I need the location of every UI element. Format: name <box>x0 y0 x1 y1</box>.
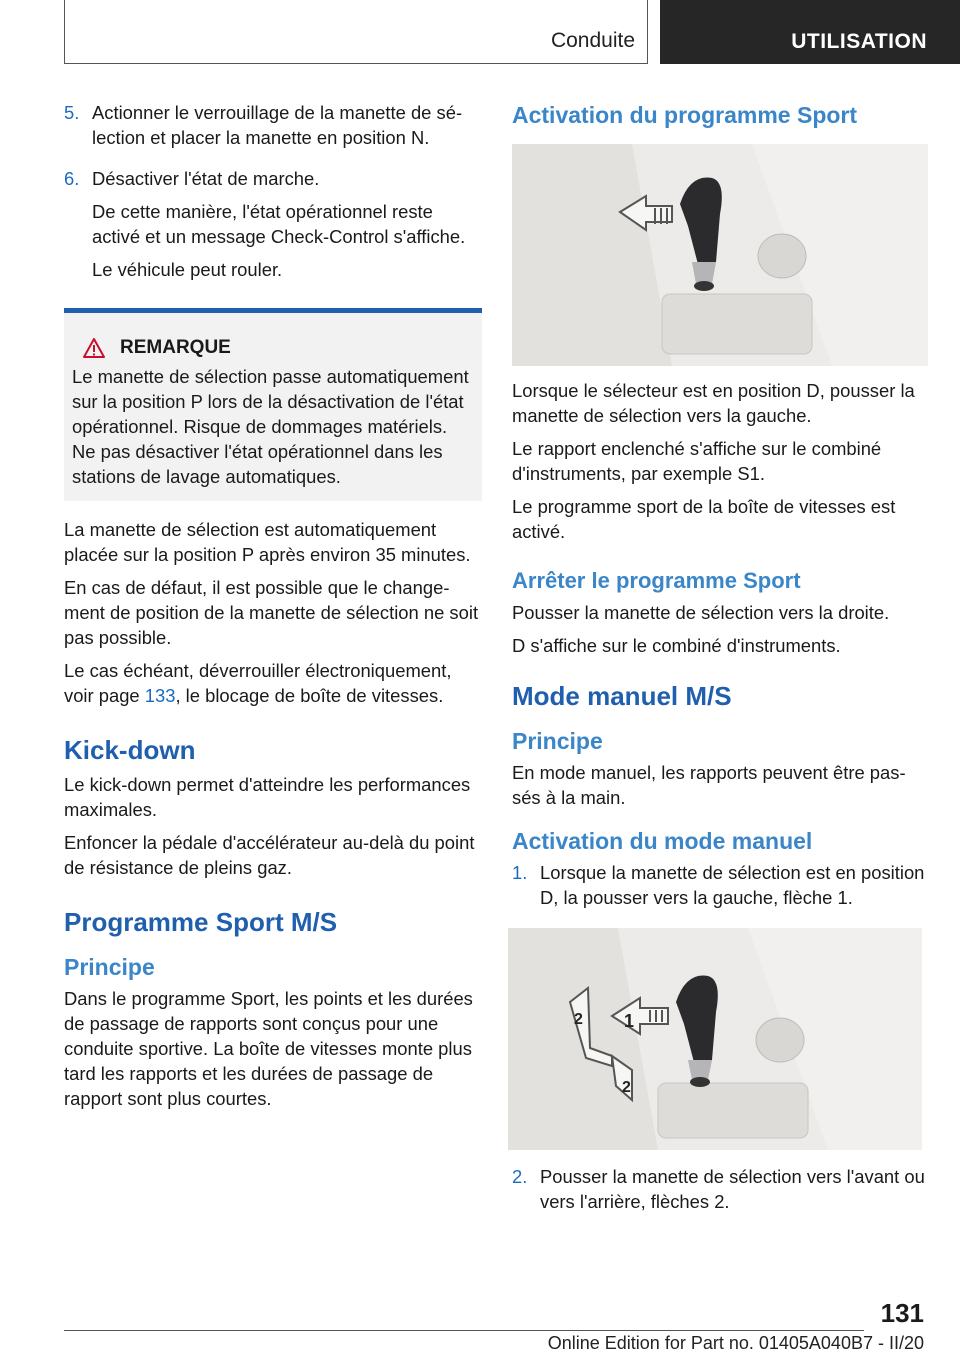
notice-text: Le manette de sélection passe automatiquement sur la position P lors de la désactivation de l'état opérationnel. Risque de dommages matériels. Ne pas désactiver l'état opérationnel dans les stations de lavage automatiques. <box>72 366 469 487</box>
heading-sport-ms: Programme Sport M/S <box>64 907 338 937</box>
heading-kickdown: Kick-down <box>64 735 196 765</box>
paragraph: La manette de sélection est automatiquement placée sur la position P après environ 35 minutes. <box>64 519 471 565</box>
figure-label-1: 1 <box>624 1011 635 1031</box>
step-text: Désactiver l'état de marche. <box>92 168 320 189</box>
step-number: 1. <box>512 862 528 883</box>
step-number: 5. <box>64 102 80 123</box>
subheading-principle: Principe <box>512 728 603 754</box>
figure-label-2-bottom: 2 <box>622 1079 631 1096</box>
header-section-title: Conduite <box>550 29 635 52</box>
heading-stop-sport: Arrêter le programme Sport <box>512 568 801 593</box>
right-column <box>512 100 928 1230</box>
step-number: 2. <box>512 1166 528 1187</box>
figure-selector-lever-manual <box>508 928 922 1150</box>
header-chapter-box <box>660 0 960 64</box>
paragraph: Le rapport enclenché s'affiche sur le combiné d'instruments, par exemple S1. <box>512 438 882 484</box>
paragraph: En cas de défaut, il est possible que le changement de position de la manette de sélection ne soit pas possible. <box>64 577 479 648</box>
heading-activation-manual: Activation du mode manuel <box>512 828 813 854</box>
heading-manual-mode: Mode manuel M/S <box>512 681 732 711</box>
step-5 <box>64 100 482 158</box>
footer-divider <box>64 1330 864 1331</box>
paragraph-with-link: Le cas échéant, déverrouiller électroniquement, voir page 133, le blocage de boîte de vitesses. <box>64 660 452 706</box>
step-text: Le véhicule peut rouler. <box>92 259 283 280</box>
step-text: Pousser la manette de sélection vers l'avant ou vers l'arrière, flèches 2. <box>540 1166 925 1212</box>
figure-selector-lever-left <box>512 144 928 366</box>
step-number: 6. <box>64 168 80 189</box>
paragraph: Le kick-down permet d'atteindre les performances maximales. <box>64 774 471 820</box>
paragraph: Pousser la manette de sélection vers la droite. <box>512 602 890 623</box>
page-number: 131 <box>880 1298 924 1328</box>
notice-title: REMARQUE <box>120 337 231 358</box>
paragraph: Enfoncer la pédale d'accélérateur au-delà du point de résistance de pleins gaz. <box>64 832 475 878</box>
figure-label-2-top: 2 <box>574 1011 583 1028</box>
step-text: Actionner le verrouillage de la manette de sélection et placer la manette en position N. <box>92 102 463 148</box>
manual-step-1 <box>512 860 928 918</box>
heading-activation-sport: Activation du programme Sport <box>512 102 858 128</box>
paragraph: En mode manuel, les rapports peuvent être passés à la main. <box>512 762 906 808</box>
paragraph: Le programme sport de la boîte de vitesses est activé. <box>512 496 896 542</box>
step-text: Lorsque la manette de sélection est en position D, la pousser vers la gauche, flèche 1. <box>540 862 925 908</box>
warning-icon <box>82 337 106 359</box>
subheading-principle: Principe <box>64 954 155 980</box>
left-column <box>64 100 482 1119</box>
header-section-box <box>64 0 648 64</box>
footer-edition: Online Edition for Part no. 01405A040B7 - II/20 <box>547 1333 924 1353</box>
notice-box <box>64 308 482 501</box>
paragraph: Dans le programme Sport, les points et les durées de passage de rapports sont conçus pour une conduite sportive. La boîte de vitesses monte plus tard les rapports et les durées de passage de rapport sont plus courtes. <box>64 988 473 1109</box>
manual-step-2 <box>512 1164 928 1222</box>
step-6 <box>64 166 482 290</box>
paragraph: Lorsque le sélecteur est en position D, pousser la manette de sélection vers la gauche. <box>512 380 915 426</box>
header-chapter-title: UTILISATION <box>791 30 927 53</box>
paragraph: D s'affiche sur le combiné d'instruments. <box>512 635 841 656</box>
page-link[interactable]: 133 <box>144 685 176 706</box>
step-text: De cette manière, l'état opérationnel reste activé et un message Check-Control s'affiche. <box>92 201 466 247</box>
